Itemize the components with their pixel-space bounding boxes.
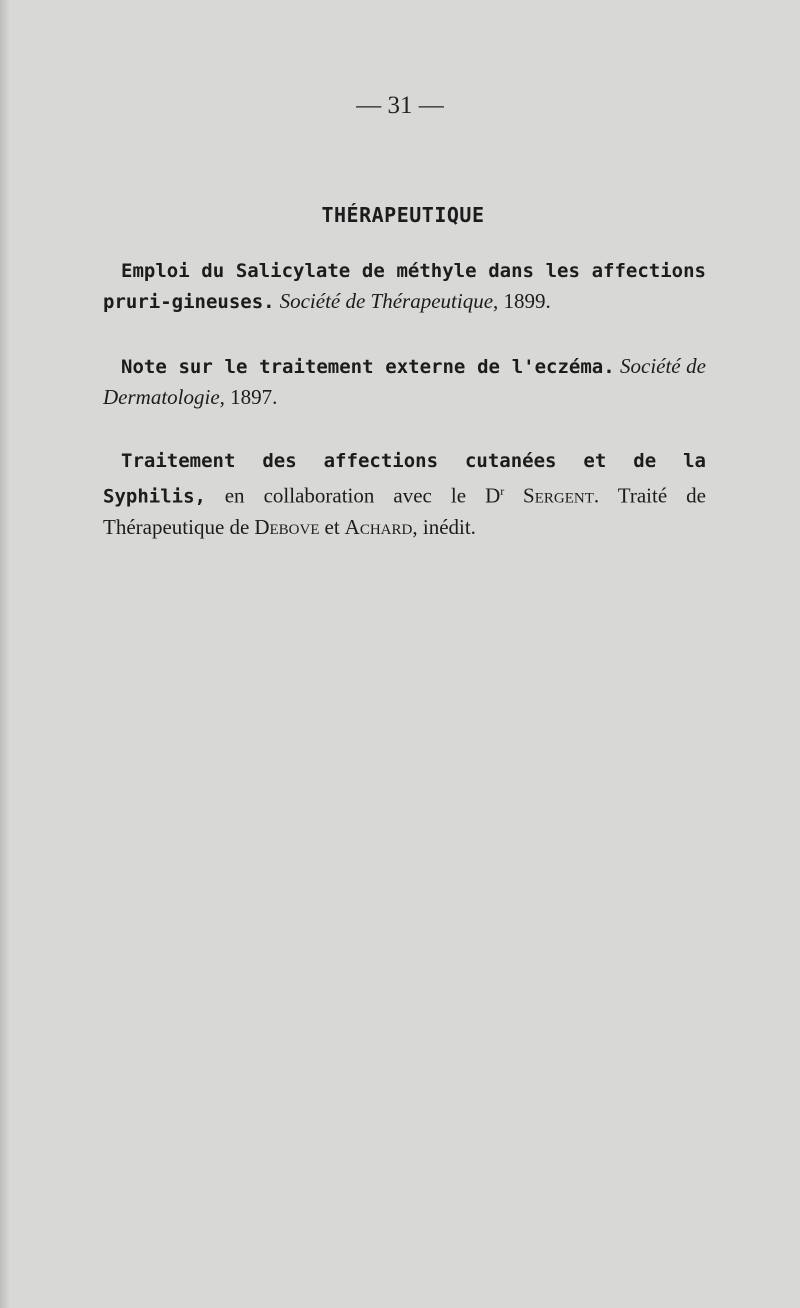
entry-text: , inédit. (412, 514, 476, 539)
bibliography-entry (103, 446, 706, 543)
entry-text: en collaboration avec le D (224, 483, 501, 508)
author-name: Achard (344, 514, 413, 539)
author-name: Debove (254, 514, 320, 539)
entry-title: Note sur le traitement externe de l'eczéma. (121, 356, 615, 378)
entry-source: Société de Dermatologie (103, 354, 707, 409)
bibliography-entry (103, 256, 706, 317)
entry-title: Traitement des affections cutanées et de la Syphilis, (103, 450, 706, 508)
entry-text: . Traité de Thérapeutique de (103, 483, 706, 539)
page-edge-shadow (0, 0, 10, 1308)
bibliography-entry (103, 351, 706, 413)
entry-title: Emploi du Salicylate de méthyle dans les affections pruri-gineuses. (103, 260, 706, 313)
entry-source: Société de Thérapeutique (279, 289, 494, 313)
page-number: — 31 — (356, 92, 444, 119)
section-title: THÉRAPEUTIQUE (321, 203, 485, 227)
author-name: Sergent (523, 483, 594, 508)
entry-year: , 1899. (493, 289, 551, 313)
entry-year: , 1897. (219, 385, 278, 409)
doctor-superscript: r (500, 484, 505, 498)
entry-text: et (324, 514, 340, 539)
